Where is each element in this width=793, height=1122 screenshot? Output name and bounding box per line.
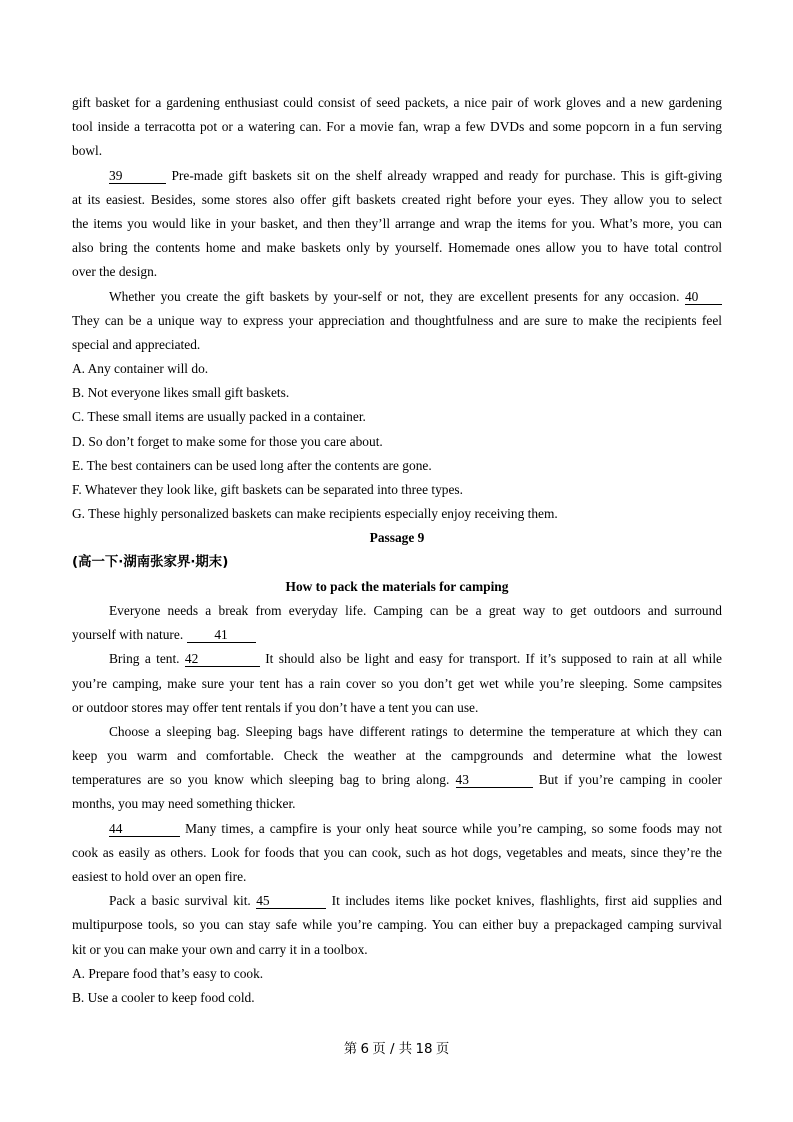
passage-title: How to pack the materials for camping: [285, 578, 509, 594]
paragraph-line: tool inside a terracotta pot or a watering can. For a movie fan, wrap a few DVDs and some popcorn in a fun serving: [72, 119, 722, 135]
answer-blank-45: 45: [256, 893, 326, 909]
paragraph-line: easiest to hold over an open fire.: [72, 869, 247, 884]
footer-suffix: 页: [435, 1042, 450, 1057]
option-item: B. Use a cooler to keep food cold.: [72, 989, 255, 1005]
paragraph-line: They can be a unique way to express your appreciation and thoughtfulness and are sure to make the recipients feel: [72, 312, 722, 328]
passage-source: (高一下·湖南张家界·期末): [72, 554, 229, 570]
paragraph-line: [72, 768, 722, 792]
option-item: G. These highly personalized baskets can make recipients especially enjoy receiving them.: [72, 506, 558, 522]
paragraph-line: the items you would like in your basket, and then they’ll arrange and wrap the items for you. What’s more, you can: [72, 215, 722, 231]
paragraph-line: cook as easily as others. Look for foods that you can cook, such as hot dogs, vegetables and meats, since they’re the: [72, 844, 722, 860]
option-item: A. Any container will do.: [72, 361, 209, 377]
option-item: A. Prepare food that’s easy to cook.: [72, 965, 264, 981]
passage-heading: Passage 9: [369, 530, 425, 546]
footer-page-number: 6: [360, 1042, 369, 1057]
paragraph-line: bowl.: [72, 143, 103, 159]
answer-blank-43: 43: [456, 772, 533, 788]
option-item: C. These small items are usually packed in a container.: [72, 409, 366, 425]
paragraph-text: Pack a basic survival kit.: [109, 893, 251, 909]
page-footer: [0, 1039, 793, 1060]
paragraph-line: [72, 164, 722, 188]
paragraph-line: gift basket for a gardening enthusiast could consist of seed packets, a nice pair of work gloves and a new gardening: [72, 95, 722, 110]
footer-prefix: 第: [343, 1042, 358, 1057]
paragraph-line: over the design.: [72, 264, 158, 280]
paragraph-line: [72, 647, 722, 671]
answer-blank-39: 39: [109, 168, 166, 184]
footer-total-pages: 18: [415, 1042, 433, 1057]
paragraph-text: But if you’re camping in cooler: [538, 772, 722, 788]
paragraph-line: [72, 285, 722, 309]
option-item: B. Not everyone likes small gift baskets.: [72, 385, 290, 401]
paragraph-line: [72, 817, 722, 841]
paragraph-line: [72, 623, 722, 647]
paragraph-line: kit or you can make your own and carry it in a toolbox.: [72, 941, 368, 957]
paragraph-text: Pre-made gift baskets sit on the shelf already wrapped and ready for purchase. This is gift-giving: [171, 167, 722, 183]
paragraph-text: It includes items like pocket knives, flashlights, first aid supplies and: [331, 893, 722, 909]
paragraph-text: yourself with nature.: [72, 627, 184, 643]
paragraph-line: Everyone needs a break from everyday life. Camping can be a great way to get outdoors and surround: [109, 602, 722, 618]
option-item: E. The best containers can be used long after the contents are gone.: [72, 457, 432, 473]
paragraph-line: Choose a sleeping bag. Sleeping bags have different ratings to determine the temperature at which they can: [109, 723, 722, 739]
paragraph-line: [72, 889, 722, 913]
paragraph-line: you’re camping, make sure your tent has a rain cover so you don’t get wet while you’re sleeping. Some campsites: [72, 675, 722, 691]
paragraph-text: Whether you create the gift baskets by your-self or not, they are excellent presents for any occasion.: [109, 288, 680, 304]
paragraph-line: or outdoor stores may offer tent rentals if you don’t have a tent you can use.: [72, 699, 479, 715]
paragraph-text: It should also be light and easy for transport. If it’s supposed to rain at all while: [265, 651, 722, 667]
paragraph-line: months, you may need something thicker.: [72, 796, 296, 812]
option-item: D. So don’t forget to make some for those you care about.: [72, 433, 383, 449]
paragraph-line: multipurpose tools, so you can stay safe while you’re camping. You can either buy a prepackaged camping survival: [72, 917, 722, 933]
answer-blank-42: 42: [185, 651, 260, 667]
option-item: F. Whatever they look like, gift baskets can be separated into three types.: [72, 482, 463, 497]
paragraph-text: temperatures are so you know which sleeping bag to bring along.: [72, 772, 450, 788]
answer-blank-41: 41: [187, 627, 256, 643]
answer-blank-44: 44: [109, 821, 180, 837]
paragraph-text: Bring a tent.: [109, 651, 180, 667]
answer-blank-40: 40: [685, 289, 722, 305]
paragraph-line: special and appreciated.: [72, 336, 201, 352]
paragraph-line: at its easiest. Besides, some stores also offer gift baskets created right before your eyes. They allow you to select: [72, 191, 722, 207]
paragraph-text: Many times, a campfire is your only heat source while you’re camping, so some foods may not: [185, 820, 722, 836]
page-content: [72, 91, 722, 1010]
paragraph-line: keep you warm and comfortable. Check the weather at the campgrounds and determine what the lowest: [72, 748, 722, 764]
paragraph-line: also bring the contents home and make baskets only by yourself. Homemade ones allow you to have total control: [72, 240, 722, 256]
footer-mid: 页 / 共: [372, 1042, 413, 1057]
